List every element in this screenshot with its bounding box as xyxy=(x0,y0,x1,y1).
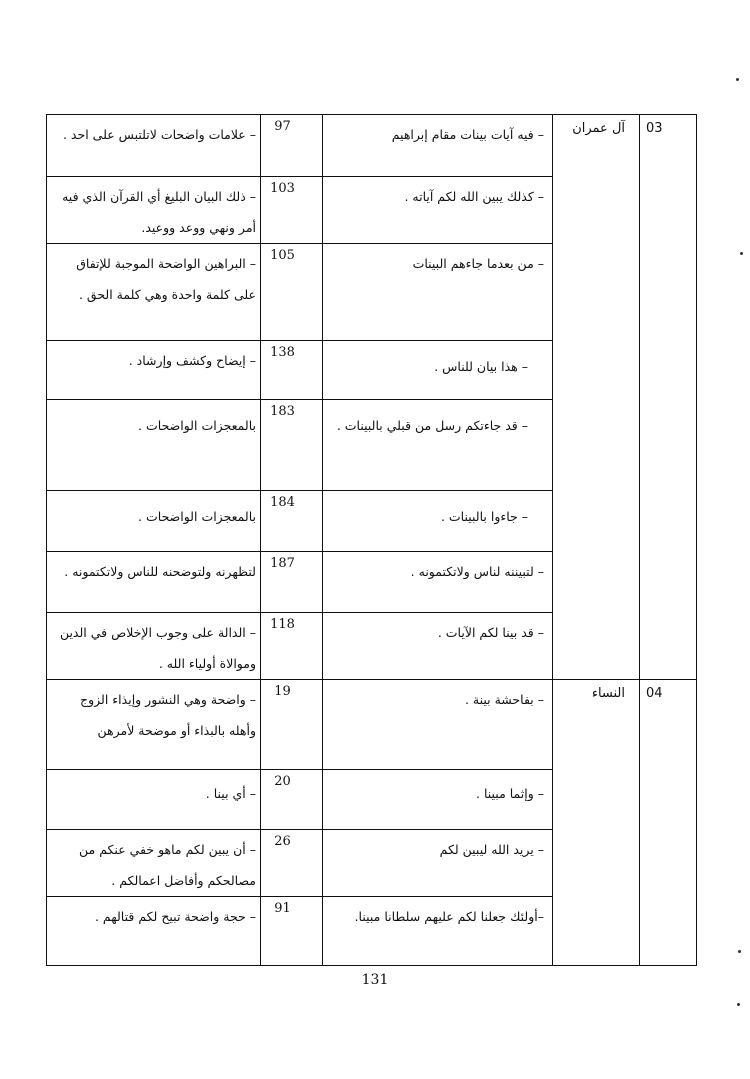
ayah-text: – يريد الله ليبين لكم xyxy=(439,842,544,857)
ayah-cell xyxy=(323,115,553,177)
ayah-text: – قد بينا لكم الآيات . xyxy=(437,625,544,640)
ayah-text: – بفاحشة بينة . xyxy=(464,692,544,707)
ayah-text: –أولئك جعلنا لكم عليهم سلطانا مبينا. xyxy=(354,909,544,924)
meaning-text: – ذلك البيان البليغ أي القرآن الذي فيه أمر ونهي ووعد ووعيد. xyxy=(62,189,256,235)
ayah-cell xyxy=(323,770,553,830)
meaning-cell xyxy=(47,341,261,400)
ayah-number: 19 xyxy=(261,680,323,770)
meaning-cell xyxy=(47,830,261,897)
meaning-text: بالمعجزات الواضحات . xyxy=(138,509,256,524)
ayah-number: 184 xyxy=(261,491,323,552)
meaning-cell xyxy=(47,897,261,966)
ayah-text: – هذا بيان للناس . xyxy=(434,359,528,374)
ayah-cell xyxy=(323,177,553,244)
ayah-cell xyxy=(323,552,553,613)
meaning-cell xyxy=(47,680,261,770)
ayah-cell xyxy=(323,244,553,341)
ayah-text: – وإثما مبينا . xyxy=(476,786,544,801)
meaning-text: – البراهين الواضحة الموجبة للإتفاق على كلمة واحدة وهي كلمة الحق . xyxy=(76,256,256,302)
meaning-text: بالمعجزات الواضحات . xyxy=(138,418,256,433)
ayah-text: – من بعدما جاءهم البينات xyxy=(412,256,544,271)
page-number: 131 xyxy=(361,972,389,988)
meaning-cell xyxy=(47,400,261,491)
scan-speck xyxy=(738,950,741,953)
meaning-text: – إيضاح وكشف وإرشاد . xyxy=(128,353,256,368)
ayah-cell xyxy=(323,341,553,400)
meaning-cell xyxy=(47,177,261,244)
meaning-text: – أن يبين لكم ماهو خفي عنكم من مصالحكم وأفاضل اعمالكم . xyxy=(79,842,256,888)
scan-speck xyxy=(737,1003,740,1006)
meaning-text: – أي بينا . xyxy=(205,786,256,801)
meaning-cell xyxy=(47,613,261,680)
table-row xyxy=(47,115,697,177)
meaning-text: لتظهرنه ولتوضحنه للناس ولاتكتمونه . xyxy=(64,564,256,579)
ayah-number: 105 xyxy=(261,244,323,341)
ayah-number: 97 xyxy=(261,115,323,177)
ayah-number: 20 xyxy=(261,770,323,830)
meaning-text: – علامات واضحات لاتلتبس على احد . xyxy=(62,127,256,142)
scan-speck xyxy=(736,78,739,81)
ayah-cell xyxy=(323,897,553,966)
sura-name: آل عمران xyxy=(553,115,640,680)
ayah-number: 187 xyxy=(261,552,323,613)
ayah-number: 26 xyxy=(261,830,323,897)
tafsir-table xyxy=(46,114,697,966)
ayah-text: – لتبيننه لناس ولاتكتمونه . xyxy=(410,564,544,579)
meaning-text: – حجة واضحة تبيح لكم قتالهم . xyxy=(94,909,256,924)
meaning-cell xyxy=(47,552,261,613)
ayah-cell xyxy=(323,613,553,680)
ayah-cell xyxy=(323,400,553,491)
ayah-text: – قد جاءتكم رسل من قبلي بالبينات . xyxy=(336,418,528,433)
ayah-text: – كذلك يبين الله لكم آياته . xyxy=(404,189,544,204)
ayah-cell xyxy=(323,680,553,770)
ayah-text: – جاءوا بالبينات . xyxy=(440,509,528,524)
sura-number: 03 xyxy=(640,115,697,680)
sura-number: 04 xyxy=(640,680,697,966)
table-row xyxy=(47,680,697,770)
meaning-text: – واضحة وهي النشور وإيذاء الزوج وأهله بالبذاء أو موضحة لأمرهن xyxy=(80,692,256,738)
sura-name: النساء xyxy=(553,680,640,966)
meaning-text: – الدالة على وجوب الإخلاص في الدين وموالاة أولياء الله . xyxy=(59,625,256,671)
meaning-cell xyxy=(47,244,261,341)
ayah-number: 183 xyxy=(261,400,323,491)
ayah-cell xyxy=(323,830,553,897)
ayah-number: 138 xyxy=(261,341,323,400)
meaning-cell xyxy=(47,491,261,552)
ayah-number: 103 xyxy=(261,177,323,244)
meaning-cell xyxy=(47,770,261,830)
ayah-text: – فيه آيات بينات مقام إبراهيم xyxy=(391,127,544,142)
scan-speck xyxy=(740,252,743,255)
ayah-cell xyxy=(323,491,553,552)
meaning-cell xyxy=(47,115,261,177)
ayah-number: 91 xyxy=(261,897,323,966)
ayah-number: 118 xyxy=(261,613,323,680)
